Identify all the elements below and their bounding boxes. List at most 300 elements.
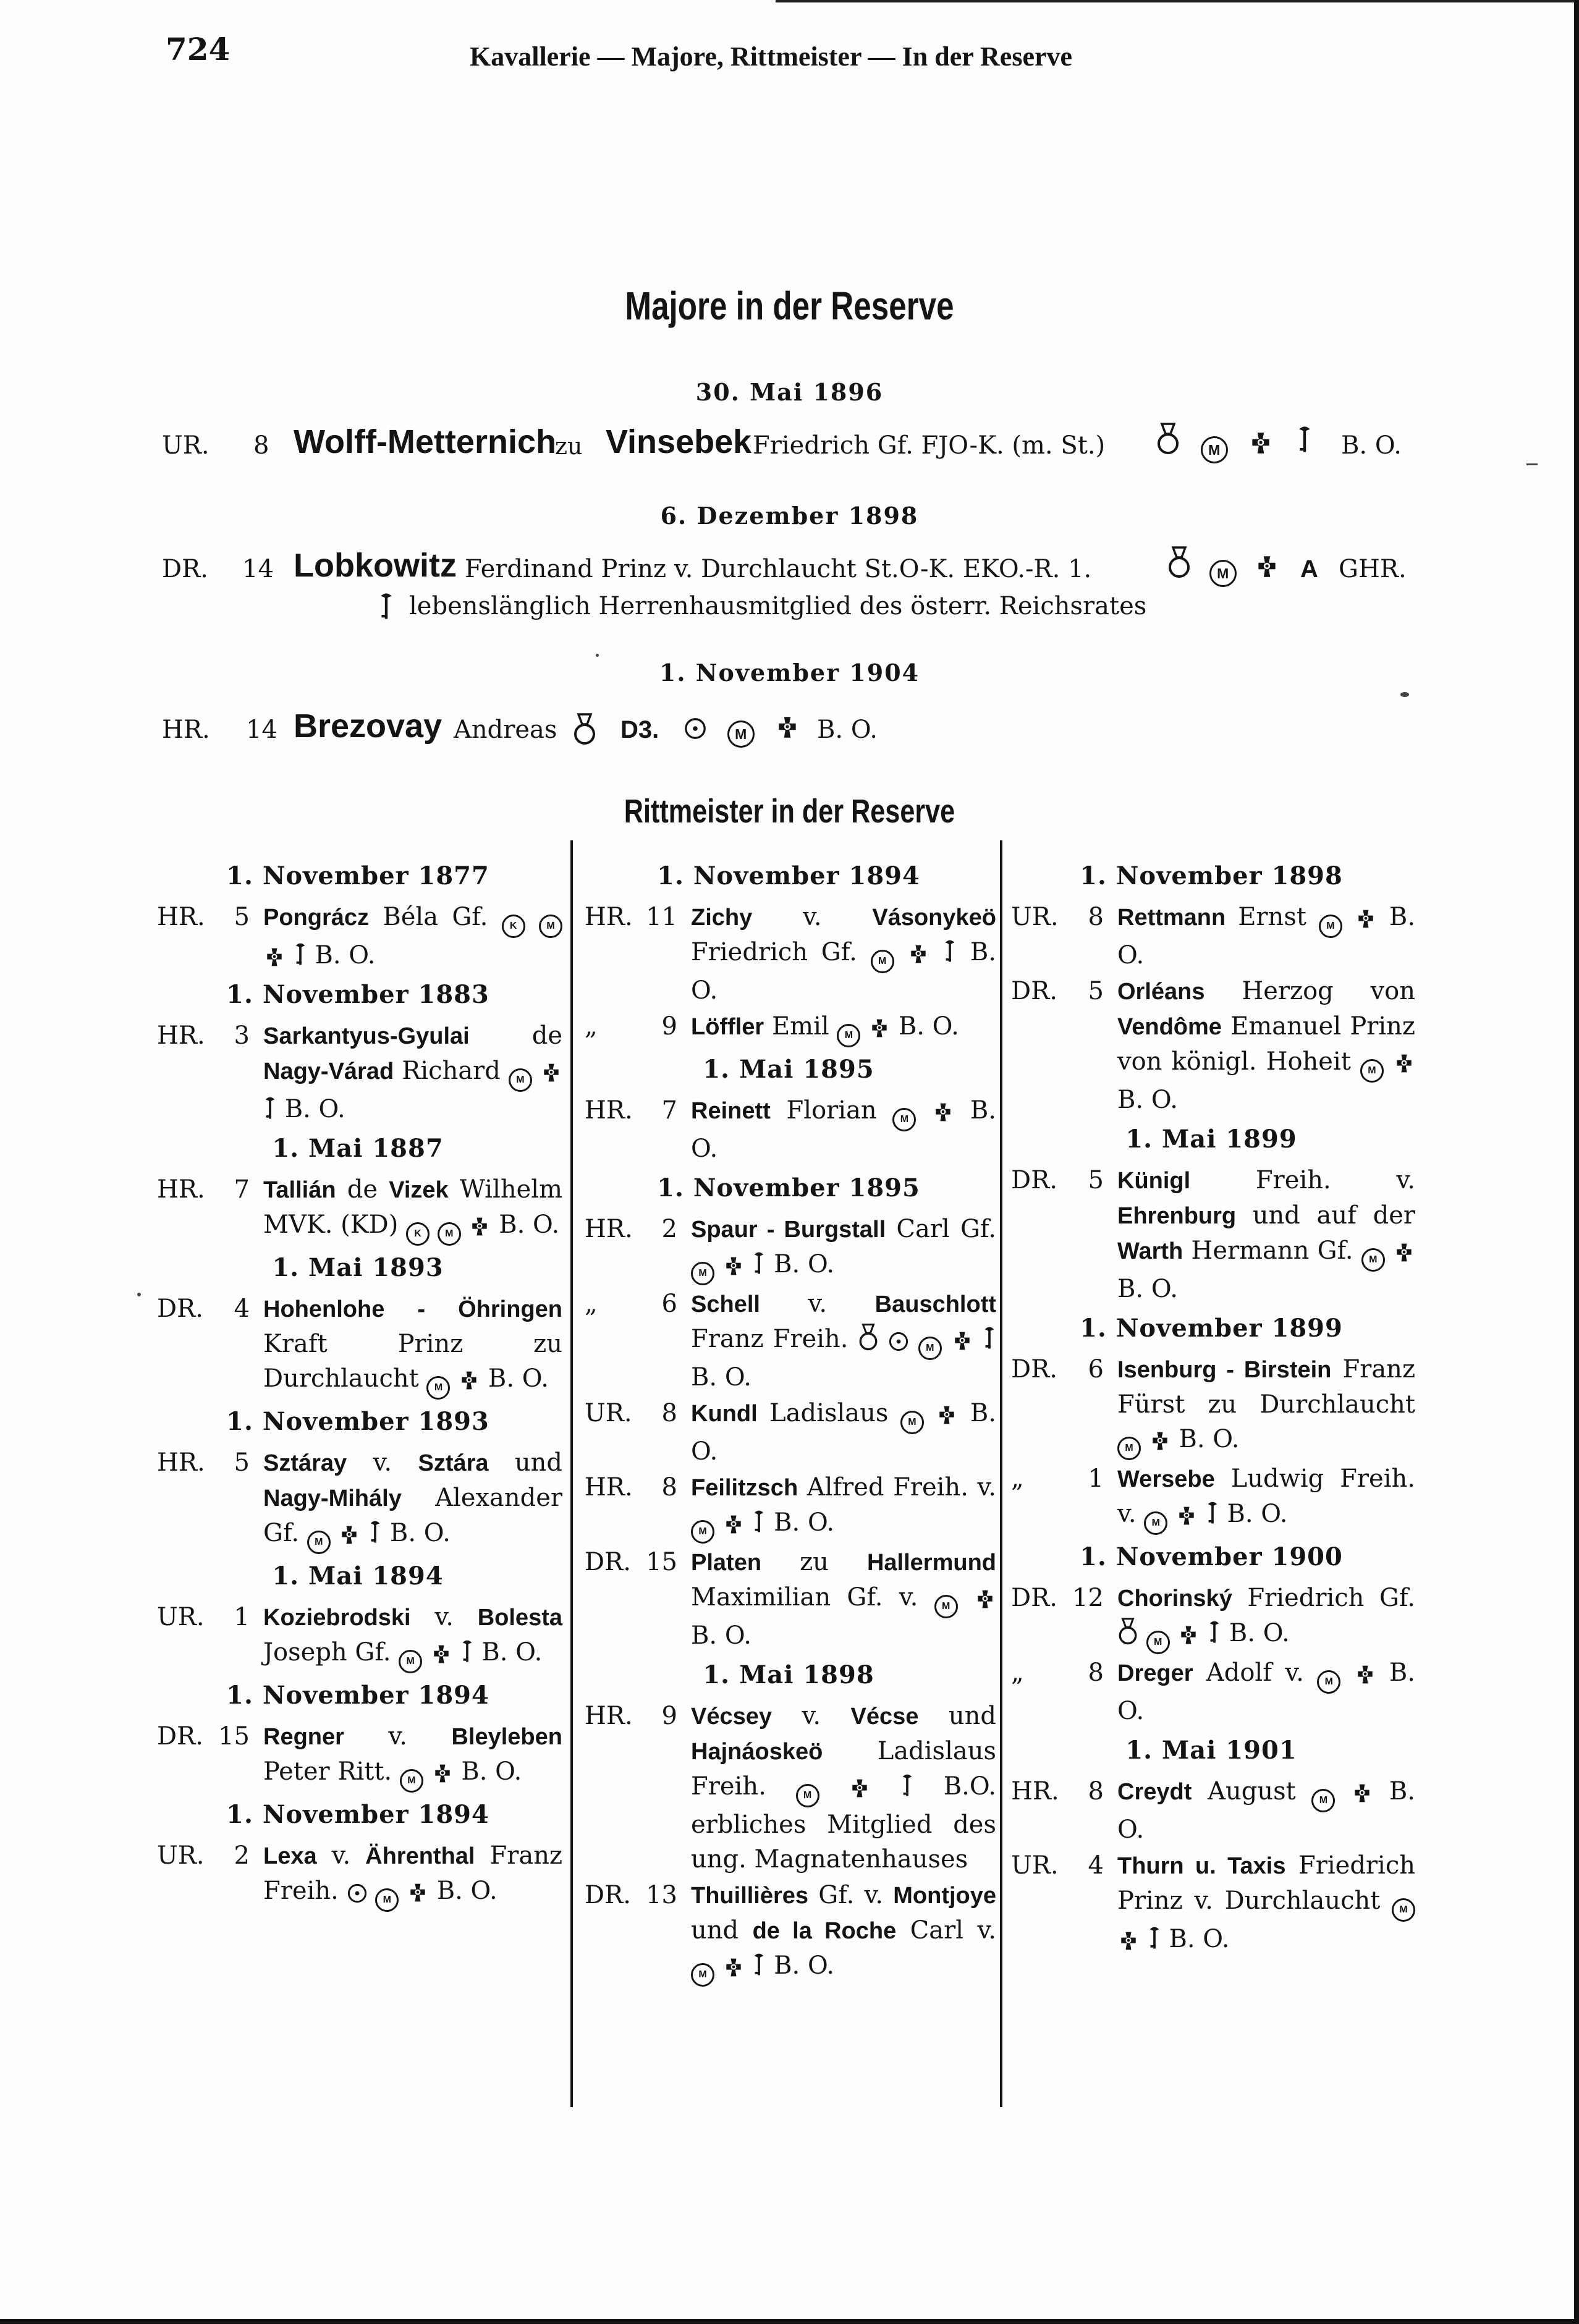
- scan-edge-right: [1574, 0, 1579, 2324]
- officer-details: Gf. v.: [818, 1881, 884, 1909]
- bo-abbrev: B. O.: [461, 1757, 522, 1786]
- officer-entry: [581, 1470, 996, 1544]
- military-merit-icon: M: [1117, 1437, 1141, 1460]
- order-cross-icon: [407, 1882, 429, 1904]
- scan-edge-bottom: [0, 2319, 1579, 2324]
- key-icon: [368, 1519, 382, 1546]
- entry-body: [263, 1445, 562, 1554]
- bo-abbrev: B. O.: [481, 1638, 543, 1667]
- officer-details: Maximilian Gf. v.: [691, 1583, 918, 1612]
- officer-details: Ludwig Freih. v.: [1117, 1464, 1415, 1528]
- bo-abbrev: B. O.: [436, 1877, 497, 1905]
- majore-date-3: 1. November 1904: [659, 659, 920, 687]
- order-cross-icon: [974, 1588, 996, 1610]
- regiment-number: 7: [661, 1096, 677, 1125]
- regiment-label: HR.: [157, 1175, 205, 1204]
- officer-name: Ehrenburg: [1117, 1203, 1237, 1229]
- officer-details: v.: [802, 1702, 821, 1730]
- entry-body: [1117, 1848, 1415, 1956]
- regiment-label: DR.: [1011, 977, 1057, 1005]
- key-icon: [1206, 1500, 1219, 1527]
- regiment-number: 15: [218, 1722, 250, 1751]
- key-icon: [900, 1772, 914, 1799]
- bo-abbrev: B. O.: [691, 1399, 997, 1466]
- entry-body: [1117, 1352, 1415, 1460]
- officer-name: Lobkowitz: [294, 547, 457, 584]
- officer-entry: [153, 1719, 562, 1793]
- ghr-abbrev: GHR.: [1339, 555, 1407, 583]
- officer-name: Regner: [263, 1724, 344, 1750]
- order-cross-icon: [430, 1643, 452, 1665]
- bo-abbrev: B. O.: [1341, 431, 1402, 460]
- military-merit-icon: M: [1361, 1248, 1385, 1272]
- officer-details: und: [948, 1702, 997, 1730]
- regiment-label: UR.: [162, 431, 210, 460]
- date-heading: 1. Mai 1887: [272, 1134, 444, 1163]
- officer-name: Platen: [691, 1550, 762, 1576]
- officer-details: Richard: [402, 1057, 501, 1085]
- regiment-label: HR.: [162, 716, 210, 744]
- officer-entry: [581, 1093, 996, 1166]
- order-cross-icon: [849, 1777, 871, 1799]
- regiment-number: 14: [246, 716, 277, 744]
- officer-details: v.: [803, 903, 822, 931]
- bo-abbrev: B. O.: [774, 1951, 835, 1980]
- officer-details: Herzog von: [1242, 977, 1415, 1005]
- regiment-number: 6: [1088, 1355, 1104, 1384]
- officer-details: Friedrich Prinz v. Durchlaucht: [1117, 1851, 1416, 1915]
- officer-entry: [1007, 1581, 1415, 1654]
- officer-details: v.: [388, 1722, 407, 1751]
- officer-name: Schell: [691, 1291, 760, 1317]
- a-mark: A: [1300, 556, 1318, 583]
- officer-name: Rettmann: [1117, 905, 1226, 931]
- officer-name: Warth: [1117, 1238, 1183, 1264]
- rittmeister-column-right: [1007, 854, 1415, 1958]
- military-merit-icon: M: [900, 1411, 924, 1434]
- date-heading: 1. November 1894: [226, 1800, 489, 1829]
- section-title-rittmeister: Rittmeister in der Reserve: [624, 793, 955, 830]
- medal-icon: [1167, 545, 1192, 580]
- military-merit-icon: M: [400, 1769, 423, 1793]
- regiment-label: HR.: [1011, 1777, 1059, 1806]
- officer-name: Tallián: [263, 1177, 336, 1203]
- regiment-number: 9: [661, 1012, 677, 1041]
- officer-name: Hohenlohe - Öhringen: [263, 1296, 562, 1322]
- officer-name: Kundl: [691, 1401, 758, 1427]
- key-icon: [752, 1250, 766, 1277]
- bo-abbrev: B. O.: [499, 1211, 560, 1239]
- officer-name: Bolesta: [477, 1605, 562, 1631]
- military-merit-icon: M: [691, 1520, 714, 1544]
- key-icon: [263, 1095, 277, 1122]
- bo-abbrev: B.O.: [943, 1772, 996, 1801]
- rittmeister-column-left: [153, 854, 562, 1913]
- regiment-number: 2: [234, 1841, 250, 1870]
- officer-details: v.: [373, 1448, 392, 1477]
- d3-mark: D3.: [620, 716, 659, 743]
- officer-name: Spaur - Burgstall: [691, 1217, 886, 1243]
- military-merit-icon: M: [539, 915, 562, 938]
- officer-entry: [1007, 1655, 1415, 1728]
- bo-abbrev: B. O.: [691, 1096, 996, 1163]
- officer-details: Alexander Gf.: [263, 1484, 562, 1547]
- regiment-label: HR.: [157, 1021, 205, 1050]
- officer-details: und auf der: [1252, 1201, 1416, 1230]
- officer-name: Feilitzsch: [691, 1475, 798, 1501]
- officer-name: Bleyleben: [451, 1724, 562, 1750]
- regiment-number: 5: [234, 903, 250, 931]
- officer-details: v.: [434, 1603, 454, 1631]
- entry-body: [1117, 1655, 1415, 1728]
- officer-details: Friedrich Gf. FJO-K. (m. St.): [753, 431, 1106, 460]
- majore-entry-3: [0, 704, 1579, 748]
- order-cross-icon: [1175, 1505, 1198, 1527]
- officer-details: Ferdinand Prinz v. Durchlaucht St.O-K. EKO.-R. 1.: [465, 555, 1092, 583]
- bo-abbrev: B. O.: [1117, 903, 1416, 970]
- officer-details: Emanuel Prinz von königl. Hoheit: [1117, 1012, 1416, 1076]
- scan-speck: [596, 654, 599, 657]
- officer-details: Ladislaus: [769, 1399, 889, 1427]
- bo-abbrev: B. O.: [1179, 1425, 1240, 1453]
- officer-name: Vécse: [850, 1704, 919, 1730]
- key-icon: [378, 591, 394, 623]
- officer-details: Franz Freih.: [691, 1325, 849, 1353]
- officer-details: Freih. v.: [1255, 1166, 1415, 1194]
- scan-speck: [1400, 692, 1409, 697]
- order-cross-icon: [722, 1956, 745, 1979]
- military-merit-icon: M: [307, 1531, 331, 1554]
- regiment-label: HR.: [585, 1096, 633, 1125]
- order-cross-icon: [722, 1255, 745, 1277]
- regiment-number: 1: [234, 1603, 250, 1631]
- regiment-label: DR.: [1011, 1355, 1057, 1384]
- order-cross-icon: [1248, 430, 1274, 456]
- majore-date-2: 6. Dezember 1898: [660, 502, 919, 530]
- bo-abbrev: B. O.: [1117, 1086, 1178, 1114]
- bo-abbrev: B. O.: [817, 716, 878, 744]
- officer-name: Montjoye: [893, 1883, 997, 1909]
- entry-body: [691, 1212, 996, 1285]
- officer-entry: [581, 1212, 996, 1285]
- entry-body: [263, 1600, 562, 1673]
- bo-abbrev: B. O.: [1117, 1777, 1415, 1844]
- officer-name: Dreger: [1117, 1660, 1193, 1686]
- officer-name: Löffler: [691, 1014, 764, 1040]
- officer-entry: [1007, 1163, 1415, 1306]
- entry-body: [691, 1699, 996, 1877]
- regiment-number: 5: [234, 1448, 250, 1477]
- officer-entry: [581, 900, 996, 1008]
- medal-icon: [858, 1322, 879, 1352]
- scan-speck: [1526, 463, 1538, 465]
- date-heading: 1. November 1899: [1080, 1314, 1343, 1343]
- military-merit-icon: M: [426, 1376, 450, 1400]
- officer-name: Chorinský: [1117, 1586, 1232, 1612]
- war-cross-icon: K: [502, 915, 525, 938]
- officer-name: Hajnáoskeö: [691, 1739, 823, 1765]
- officer-name: Isenburg - Birstein: [1117, 1357, 1332, 1383]
- regiment-label: DR.: [1011, 1166, 1057, 1194]
- entry-body: [263, 1719, 562, 1793]
- officer-name: de la Roche: [752, 1918, 897, 1944]
- bo-abbrev: B. O.: [488, 1364, 549, 1393]
- regiment-label: UR.: [1011, 903, 1059, 931]
- military-merit-icon: M: [837, 1024, 860, 1047]
- regiment-number: 15: [646, 1548, 677, 1576]
- entry-body: [691, 1545, 996, 1653]
- officer-details: Adolf v.: [1206, 1658, 1304, 1687]
- bo-abbrev: B. O.: [284, 1095, 345, 1123]
- regiment-number: 4: [1088, 1851, 1104, 1880]
- officer-details: Carl Gf.: [896, 1215, 996, 1243]
- regiment-label: DR.: [585, 1548, 631, 1576]
- regiment-number: 2: [661, 1215, 677, 1243]
- military-merit-icon: M: [399, 1650, 422, 1673]
- officer-details: Wilhelm MVK. (KD): [263, 1175, 563, 1239]
- date-heading: 1. Mai 1894: [272, 1561, 444, 1591]
- running-head: Kavallerie — Majore, Rittmeister — In der Reserve: [470, 41, 1073, 72]
- regiment-number: 4: [234, 1295, 250, 1323]
- military-merit-icon: M: [1317, 1670, 1340, 1694]
- date-heading: 1. November 1894: [657, 861, 920, 890]
- military-merit-icon: M: [375, 1888, 399, 1912]
- entry-body: [1117, 1163, 1415, 1306]
- regiment-label: „: [1011, 1464, 1024, 1493]
- officer-entry: [153, 1172, 562, 1246]
- regiment-label: „: [585, 1290, 598, 1318]
- military-merit-icon: M: [438, 1222, 461, 1246]
- regiment-label: DR.: [157, 1722, 203, 1751]
- bo-abbrev: B. O.: [691, 1621, 751, 1650]
- regiment-label: „: [1011, 1658, 1024, 1687]
- key-icon: [460, 1638, 474, 1665]
- military-merit-icon: M: [691, 1262, 714, 1285]
- majore-date-1: 30. Mai 1896: [695, 378, 884, 406]
- military-merit-icon: M: [691, 1963, 714, 1987]
- regiment-label: UR.: [1011, 1851, 1059, 1880]
- date-heading: 1. November 1900: [1080, 1542, 1343, 1571]
- officer-entry: [153, 1018, 562, 1126]
- order-cross-icon: [1351, 1782, 1373, 1804]
- officer-name: Bauschlott: [874, 1291, 997, 1317]
- officer-details: Béla Gf.: [383, 903, 488, 931]
- sun-icon: [684, 717, 707, 740]
- regiment-label: DR.: [1011, 1584, 1057, 1612]
- order-cross-icon: [1393, 1052, 1415, 1075]
- date-heading: 1. Mai 1898: [703, 1660, 874, 1689]
- regiment-label: HR.: [157, 903, 205, 931]
- officer-details: Florian: [786, 1096, 877, 1125]
- officer-name: Vásonykeö: [872, 905, 997, 931]
- officer-name: Reinett: [691, 1098, 771, 1124]
- officer-name: Nagy-Várad: [263, 1058, 394, 1084]
- war-cross-icon: K: [406, 1222, 430, 1246]
- regiment-number: 12: [1072, 1584, 1104, 1612]
- officer-name: Thurn u. Taxis: [1117, 1853, 1286, 1879]
- regiment-label: UR.: [585, 1399, 632, 1427]
- regiment-number: 9: [661, 1702, 677, 1730]
- order-cross-icon: [1355, 908, 1377, 930]
- order-cross-icon: [1149, 1430, 1171, 1452]
- order-cross-icon: [774, 714, 800, 740]
- officer-details: Joseph Gf.: [263, 1638, 391, 1667]
- section-title-majore: Majore in der Reserve: [625, 284, 954, 328]
- order-cross-icon: [1254, 554, 1280, 580]
- date-heading: 1. November 1893: [226, 1407, 489, 1436]
- order-cross-icon: [1393, 1241, 1415, 1264]
- officer-name: Pongrácz: [263, 905, 370, 931]
- order-cross-icon: [468, 1215, 491, 1238]
- officer-name: Vendôme: [1117, 1014, 1222, 1040]
- officer-details: zu: [800, 1548, 829, 1576]
- date-heading: 1. November 1877: [226, 861, 489, 890]
- regiment-label: HR.: [585, 1473, 633, 1502]
- officer-name: Creydt: [1117, 1779, 1192, 1805]
- officer-entry: [153, 1600, 562, 1673]
- order-cross-icon: [936, 1404, 958, 1426]
- regiment-label: DR.: [162, 555, 208, 583]
- entry-body: [691, 900, 996, 1008]
- military-merit-icon: M: [1311, 1789, 1335, 1812]
- regiment-number: 8: [661, 1399, 677, 1427]
- military-merit-icon: M: [892, 1108, 916, 1131]
- military-merit-icon: M: [1392, 1898, 1415, 1922]
- officer-details: de: [347, 1175, 378, 1204]
- entry-body: [1117, 1461, 1415, 1535]
- officer-entry: [1007, 900, 1415, 973]
- entry-body: [691, 1470, 996, 1544]
- regiment-number: 11: [646, 903, 677, 931]
- bo-abbrev: B. O.: [1117, 1275, 1178, 1303]
- officer-entry: [153, 1291, 562, 1400]
- regiment-label: DR.: [585, 1881, 631, 1909]
- entry-body: [1117, 1581, 1415, 1654]
- officer-details: Friedrich Gf.: [691, 938, 857, 966]
- officer-name: Nagy-Mihály: [263, 1485, 402, 1511]
- military-merit-icon: M: [1146, 1631, 1170, 1654]
- officer-details: Peter Ritt.: [263, 1757, 392, 1786]
- order-cross-icon: [338, 1524, 360, 1546]
- officer-entry: [581, 1287, 996, 1395]
- regiment-number: 8: [253, 431, 269, 460]
- bo-abbrev: B. O.: [691, 938, 997, 1005]
- date-heading: 1. November 1895: [657, 1173, 920, 1202]
- officer-entry: [153, 1445, 562, 1554]
- officer-name: Ährenthal: [365, 1843, 475, 1869]
- military-merit-icon: M: [1201, 436, 1228, 463]
- key-icon: [752, 1508, 766, 1536]
- date-heading: 1. November 1894: [226, 1681, 489, 1710]
- regiment-number: 7: [234, 1175, 250, 1204]
- officer-details: Emil: [771, 1012, 829, 1041]
- regiment-number: 8: [661, 1473, 677, 1502]
- key-icon: [1297, 424, 1313, 456]
- military-merit-icon: M: [1319, 915, 1342, 938]
- order-cross-icon: [722, 1513, 745, 1536]
- order-cross-icon: [1117, 1930, 1140, 1952]
- officer-entry: [581, 1009, 996, 1047]
- order-cross-icon: [458, 1369, 480, 1392]
- entry-body: [263, 900, 562, 973]
- officer-name: Zichy: [691, 905, 753, 931]
- officer-note: erbliches Mitglied des ung. Magnatenhauses: [691, 1811, 996, 1874]
- order-cross-icon: [431, 1762, 454, 1785]
- officer-details: Franz Freih.: [263, 1841, 563, 1905]
- regiment-number: 6: [661, 1290, 677, 1318]
- date-heading: 1. November 1898: [1080, 861, 1343, 890]
- regiment-number: 8: [1088, 903, 1104, 931]
- officer-details: und: [691, 1916, 739, 1945]
- scan-speck: [137, 1293, 141, 1296]
- entry-body: [1117, 974, 1415, 1117]
- military-merit-icon: M: [918, 1337, 942, 1360]
- entry-body: [691, 1093, 996, 1166]
- name-particle: zu: [555, 433, 583, 460]
- regiment-number: 8: [1088, 1777, 1104, 1806]
- officer-entry: [1007, 1352, 1415, 1460]
- regiment-label: HR.: [585, 1215, 633, 1243]
- military-merit-icon: M: [727, 720, 755, 748]
- officer-name: Wersebe: [1117, 1466, 1215, 1492]
- officer-entry: [581, 1545, 996, 1653]
- entry-body: [263, 1018, 562, 1126]
- page-number: 724: [166, 31, 231, 67]
- bo-abbrev: B. O.: [1169, 1925, 1230, 1953]
- officer-name: Orléans: [1117, 979, 1205, 1005]
- officer-name: Sztáray: [263, 1450, 347, 1476]
- military-merit-icon: M: [871, 950, 894, 973]
- officer-name-2: Vinsebek: [606, 423, 752, 460]
- key-icon: [1208, 1619, 1221, 1646]
- date-heading: 1. Mai 1895: [703, 1055, 874, 1084]
- bo-abbrev: B. O.: [774, 1508, 835, 1537]
- regiment-number: 1: [1088, 1464, 1104, 1493]
- date-heading: 1. November 1883: [226, 980, 489, 1009]
- military-merit-icon: M: [934, 1595, 958, 1618]
- sun-icon: [888, 1331, 909, 1352]
- medal-icon: [572, 712, 597, 746]
- officer-entry: [581, 1699, 996, 1877]
- regiment-number: 8: [1088, 1658, 1104, 1687]
- bo-abbrev: B. O.: [691, 1363, 751, 1392]
- officer-details: v.: [331, 1841, 351, 1870]
- medal-icon: [1117, 1616, 1138, 1646]
- key-icon: [983, 1325, 996, 1352]
- officer-entry: [1007, 974, 1415, 1117]
- regiment-number: 5: [1088, 977, 1104, 1005]
- bo-abbrev: B. O.: [898, 1012, 959, 1041]
- officer-entry: [1007, 1461, 1415, 1535]
- officer-entry: [1007, 1774, 1415, 1847]
- officer-entry: [581, 1878, 996, 1987]
- bo-abbrev: B. O.: [1229, 1619, 1290, 1647]
- officer-details: Carl v.: [910, 1916, 997, 1945]
- military-merit-icon: M: [796, 1784, 819, 1807]
- regiment-label: HR.: [585, 1702, 633, 1730]
- officer-details: Ladislaus Freih.: [691, 1737, 996, 1801]
- scan-edge-top: [776, 0, 1579, 2]
- officer-entry: [1007, 1848, 1415, 1956]
- officer-details: Andreas: [454, 716, 557, 744]
- officer-name: Sarkantyus-Gyulai: [263, 1023, 470, 1049]
- regiment-label: DR.: [157, 1295, 203, 1323]
- order-cross-icon: [1354, 1663, 1376, 1686]
- regiment-label: UR.: [157, 1841, 205, 1870]
- regiment-number: 13: [646, 1881, 677, 1909]
- entry-body: [263, 1291, 562, 1400]
- date-heading: 1. Mai 1899: [1125, 1125, 1297, 1154]
